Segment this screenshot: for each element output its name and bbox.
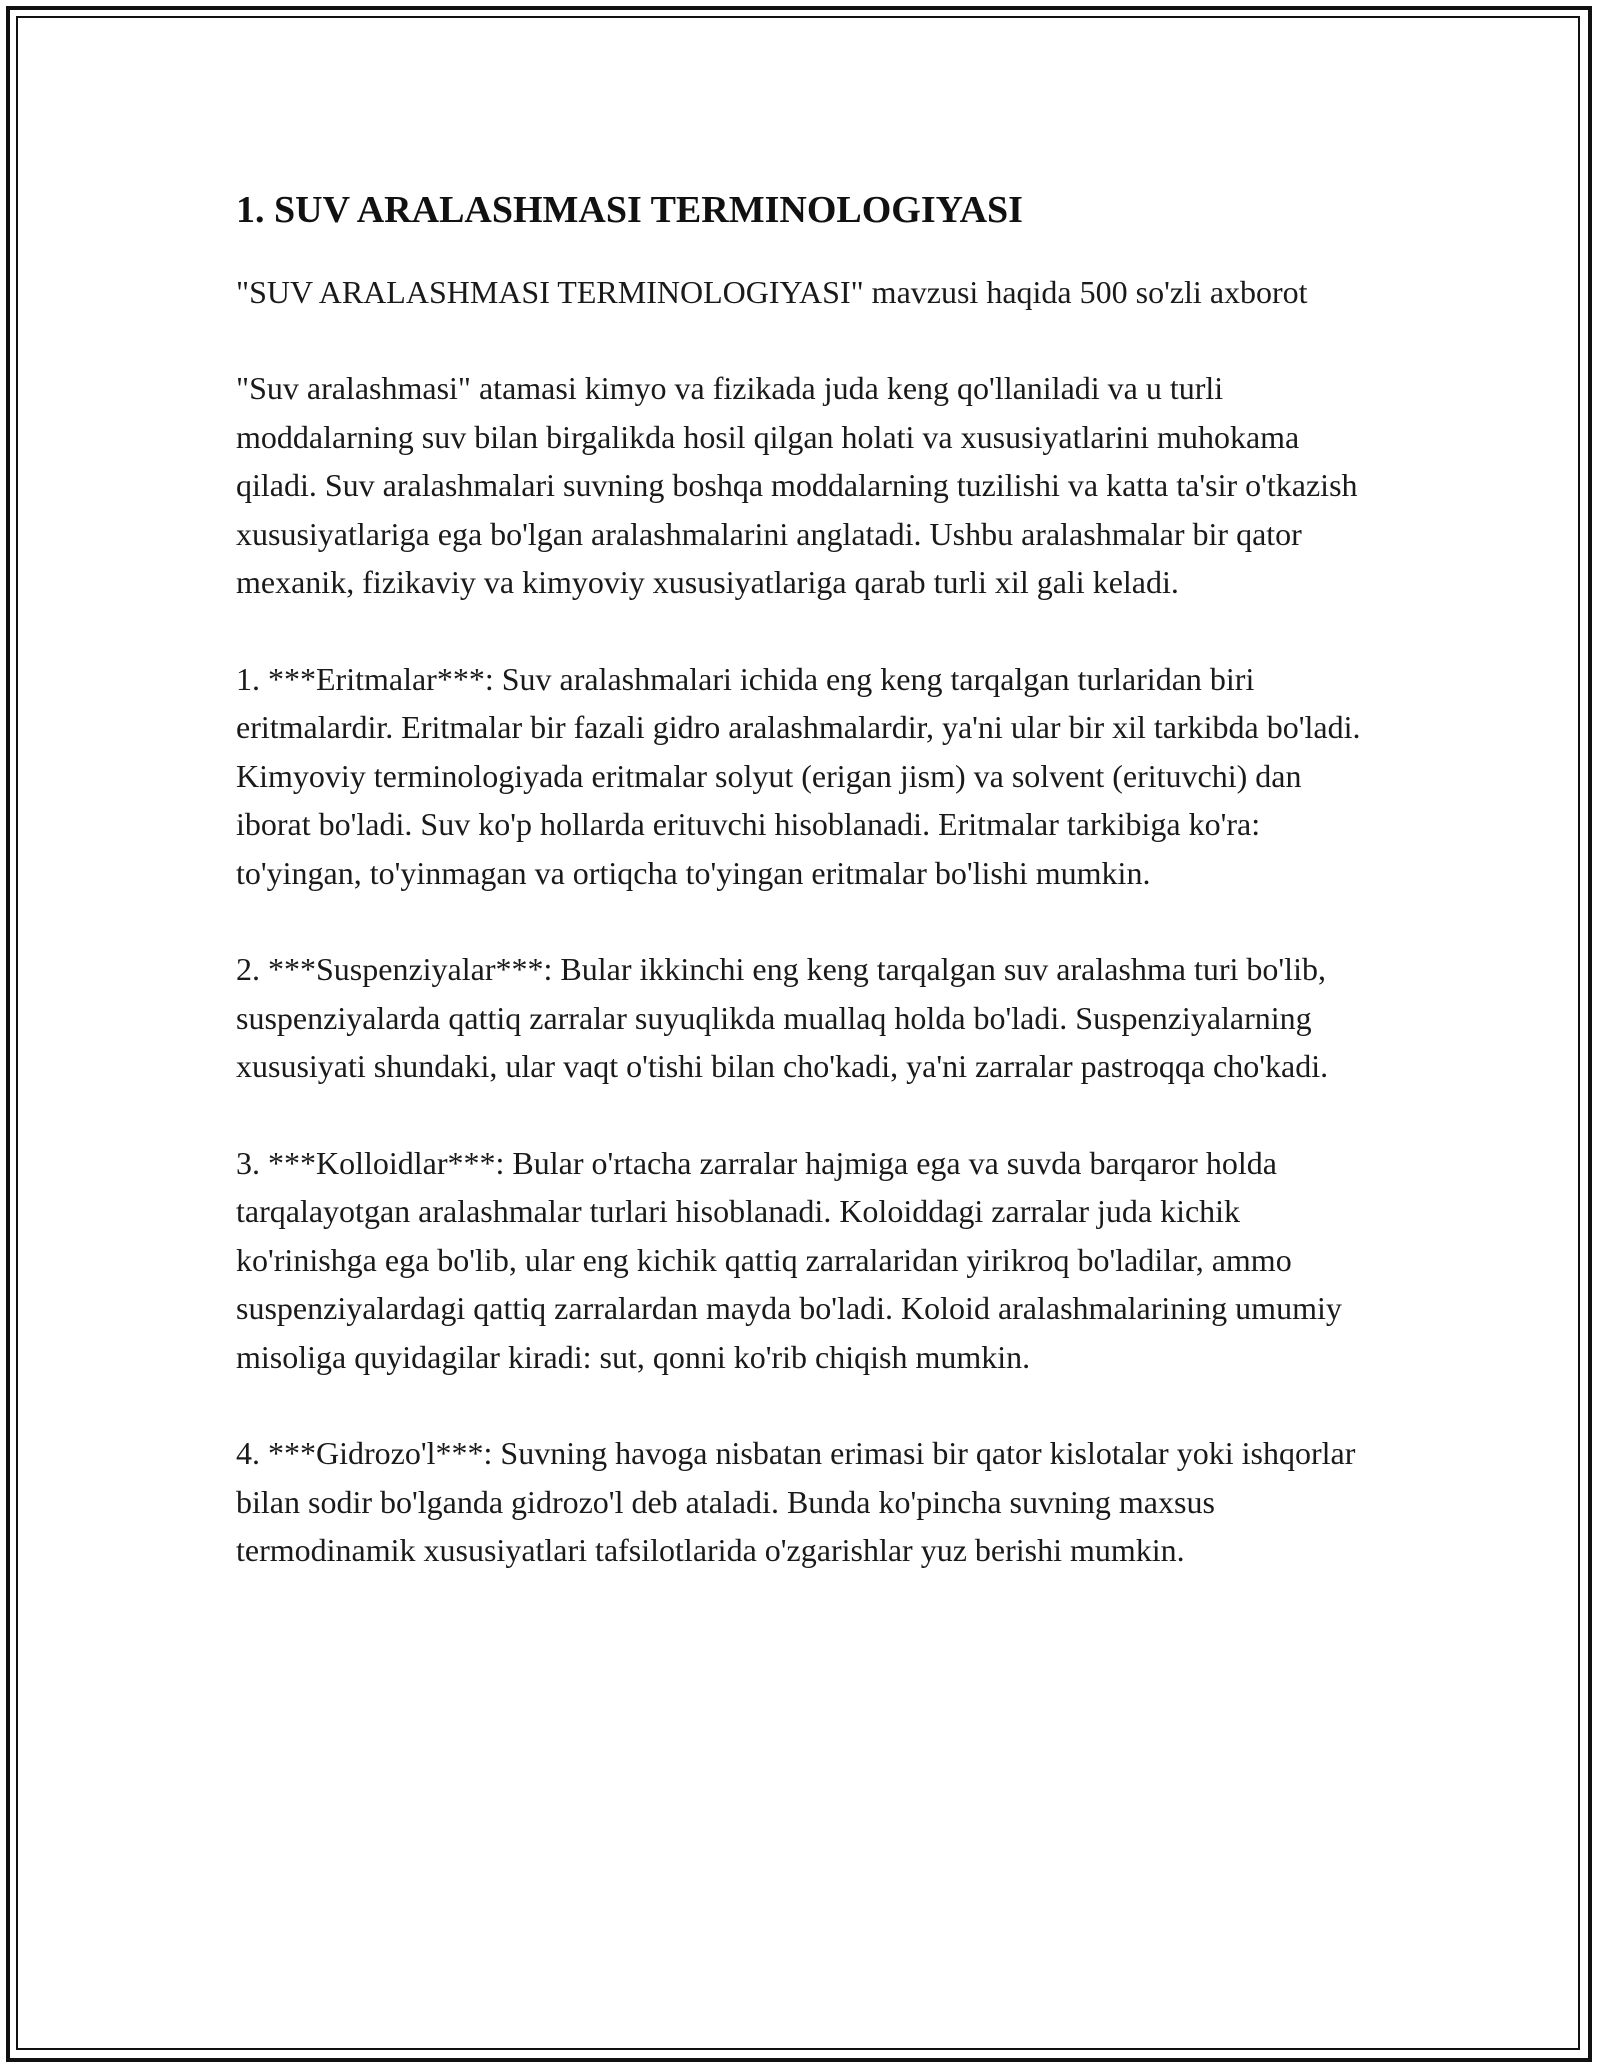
intro-paragraph: "Suv aralashmasi" atamasi kimyo va fizikada juda keng qo'llaniladi va u turli moddalarning suv bilan birgalikda hosil qilgan holati va xususiyatlarini muhokama qiladi. Suv aralashmalari suvning boshqa moddalarning tuzilishi va katta ta'sir o'tkazish xususiyatlariga ega bo'lgan aralashmalarini anglatadi. Ushbu aralashmalar bir qator mexanik, fizikaviy va kimyoviy xususiyatlariga qarab turli xil gali keladi. bbox=[236, 370, 1358, 601]
suspenziyalar-paragraph: 2. ***Suspenziyalar***: Bular ikkinchi eng keng tarqalgan suv aralashma turi bo'lib, suspenziyalarda qattiq zarralar suyuqlikda muallaq holda bo'ladi. Suspenziyalarning xususiyati shundaki, ular vaqt o'tishi bilan cho'kadi, ya'ni zarralar pastroqqa cho'kadi. bbox=[236, 951, 1329, 1085]
document-body bbox=[236, 188, 1376, 1623]
eritmalar-paragraph: 1. ***Eritmalar***: Suv aralashmalari ichida eng keng tarqalgan turlaridan biri eritmalardir. Eritmalar bir fazali gidro aralashmalardir, ya'ni ular bir xil tarkibda bo'ladi. Kimyoviy terminologiyada eritmalar solyut (erigan jism) va solvent (erituvchi) dan iborat bo'ladi. Suv ko'p hollarda erituvchi hisoblanadi. Eritmalar tarkibiga ko'ra: to'yingan, to'yinmagan va ortiqcha to'yingan eritmalar bo'lishi mumkin. bbox=[236, 660, 1361, 891]
document-title: 1. SUV ARALASHMASI TERMINOLOGIYASI bbox=[236, 189, 1023, 231]
gidrozol-paragraph: 4. ***Gidrozo'l***: Suvning havoga nisbatan erimasi bir qator kislotalar yoki ishqorlar bilan sodir bo'lganda gidrozo'l deb ataladi. Bunda ko'pincha suvning maxsus termodinamik xususiyatlari tafsilotlarida o'zgarishlar yuz berishi mumkin. bbox=[236, 1435, 1356, 1569]
kolloidlar-paragraph: 3. ***Kolloidlar***: Bular o'rtacha zarralar hajmiga ega va suvda barqaror holda tarqalayotgan aralashmalar turlari hisoblanadi. Koloiddagi zarralar juda kichik ko'rinishga ega bo'lib, ular eng kichik qattiq zarralaridan yirikroq bo'ladilar, ammo suspenziyalardagi qattiq zarralardan mayda bo'ladi. Koloid aralashmalarining umumiy misoliga quyidagilar kiradi: sut, qonni ko'rib chiqish mumkin. bbox=[236, 1144, 1342, 1375]
document-subtitle: "SUV ARALASHMASI TERMINOLOGIYASI" mavzusi haqida 500 so'zli axborot bbox=[236, 273, 1308, 310]
